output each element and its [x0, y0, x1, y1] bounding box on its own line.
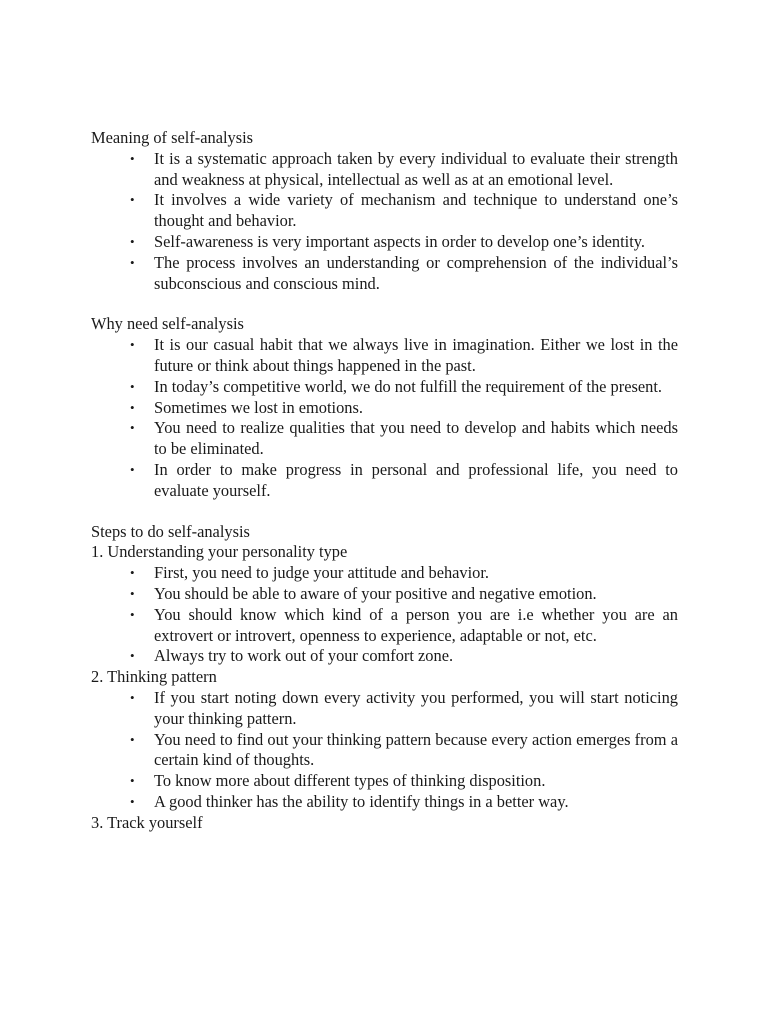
list-item: • If you start noting down every activity you performed, you will start noticing your thinking pattern. — [154, 688, 678, 730]
list-item: • First, you need to judge your attitude and behavior. — [154, 563, 678, 584]
step-heading-thinking: 2. Thinking pattern — [91, 667, 217, 687]
step-heading-personality: 1. Understanding your personality type — [91, 542, 348, 562]
list-item: • It is our casual habit that we always live in imagination. Either we lost in the future or think about things happened in the past. — [154, 335, 678, 377]
list-item: • A good thinker has the ability to identify things in a better way. — [154, 792, 678, 813]
list-item: • It involves a wide variety of mechanism and technique to understand one’s thought and behavior. — [154, 190, 678, 232]
thinking-bullet-list — [91, 688, 678, 813]
personality-bullet-list — [91, 563, 678, 667]
list-item: • You need to realize qualities that you need to develop and habits which needs to be eliminated. — [154, 418, 678, 460]
section-heading-meaning: Meaning of self-analysis — [91, 128, 254, 147]
step-heading-track: 3. Track yourself — [91, 812, 203, 832]
list-item: • You need to find out your thinking pattern because every action emerges from a certain kind of thoughts. — [154, 730, 678, 772]
list-item: • In today’s competitive world, we do not fulfill the requirement of the present. — [154, 377, 678, 398]
list-item: • You should be able to aware of your positive and negative emotion. — [154, 584, 678, 605]
list-item: • To know more about different types of thinking disposition. — [154, 771, 678, 792]
meaning-bullet-list — [91, 149, 678, 295]
section-heading-steps: Steps to do self-analysis — [91, 521, 250, 541]
list-item: • The process involves an understanding or comprehension of the individual’s subconscious and conscious mind. — [154, 253, 678, 295]
list-item: • You should know which kind of a person you are i.e whether you are an extrovert or introvert, openness to experience, adaptable or not, etc. — [154, 605, 678, 647]
list-item: • It is a systematic approach taken by every individual to evaluate their strength and weakness at physical, intellectual as well as at an emotional level. — [154, 149, 678, 191]
list-item: • In order to make progress in personal and professional life, you need to evaluate yourself. — [154, 460, 678, 502]
section-heading-why: Why need self-analysis — [91, 314, 244, 334]
why-bullet-list — [91, 335, 678, 501]
list-item: • Always try to work out of your comfort zone. — [154, 646, 678, 667]
list-item: • Sometimes we lost in emotions. — [154, 398, 678, 419]
list-item: • Self-awareness is very important aspects in order to develop one’s identity. — [154, 232, 678, 253]
